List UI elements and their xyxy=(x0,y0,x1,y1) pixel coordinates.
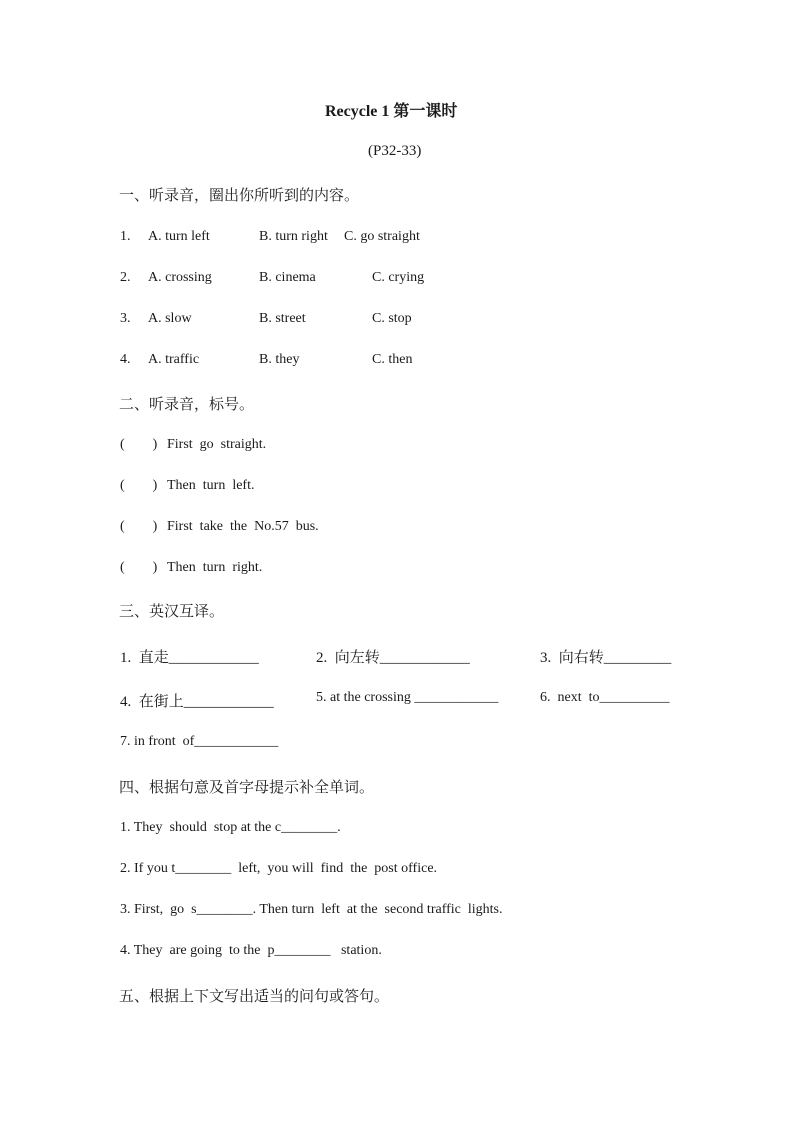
option-c: C. then xyxy=(372,352,413,367)
translation-item: 7. in front of____________ xyxy=(120,734,279,749)
option-c: C. go straight xyxy=(344,229,420,244)
question-number: 1. xyxy=(120,229,131,244)
ordering-text: Then turn left. xyxy=(167,478,255,493)
translation-item: 3. 向右转_________ xyxy=(540,650,672,666)
question-number: 2. xyxy=(120,270,131,285)
section-1-heading: 一、听录音，圈出你所听到的内容。 xyxy=(119,186,360,204)
fill-in-sentence: 4. They are going to the p________ station. xyxy=(120,943,382,958)
ordering-text: First take the No.57 bus. xyxy=(167,519,319,534)
page-range: (P32-33) xyxy=(368,143,422,159)
question-number: 4. xyxy=(120,352,131,367)
option-a: A. traffic xyxy=(148,352,200,367)
option-b: B. turn right xyxy=(259,229,328,244)
ordering-text: First go straight. xyxy=(167,437,267,452)
option-c: C. crying xyxy=(372,270,425,285)
section-5-heading: 五、根据上下文写出适当的问句或答句。 xyxy=(119,987,390,1005)
page-title: Recycle 1 第一课时 xyxy=(325,103,458,120)
option-c: C. stop xyxy=(372,311,412,326)
option-b: B. cinema xyxy=(259,270,316,285)
section-3-heading: 三、英汉互译。 xyxy=(119,602,225,620)
answer-parenthesis: ( ) xyxy=(120,560,158,575)
fill-in-sentence: 2. If you t________ left, you will find the post office. xyxy=(120,861,438,876)
translation-item: 5. at the crossing ____________ xyxy=(316,690,499,705)
option-a: A. turn left xyxy=(148,229,210,244)
option-a: A. slow xyxy=(148,311,192,326)
section-4-heading: 四、根据句意及首字母提示补全单词。 xyxy=(119,778,375,796)
translation-item: 6. next to__________ xyxy=(540,690,670,705)
fill-in-sentence: 3. First, go s________. Then turn left at the second traffic lights. xyxy=(120,902,503,917)
answer-parenthesis: ( ) xyxy=(120,478,158,493)
translation-item: 2. 向左转____________ xyxy=(316,650,470,666)
section-2-heading: 二、听录音，标号。 xyxy=(119,395,255,413)
answer-parenthesis: ( ) xyxy=(120,437,158,452)
option-b: B. they xyxy=(259,352,300,367)
translation-item: 1. 直走____________ xyxy=(120,650,259,666)
question-number: 3. xyxy=(120,311,131,326)
fill-in-sentence: 1. They should stop at the c________. xyxy=(120,820,341,835)
ordering-text: Then turn right. xyxy=(167,560,263,575)
translation-item: 4. 在街上____________ xyxy=(120,694,274,710)
option-a: A. crossing xyxy=(148,270,212,285)
option-b: B. street xyxy=(259,311,306,326)
answer-parenthesis: ( ) xyxy=(120,519,158,534)
